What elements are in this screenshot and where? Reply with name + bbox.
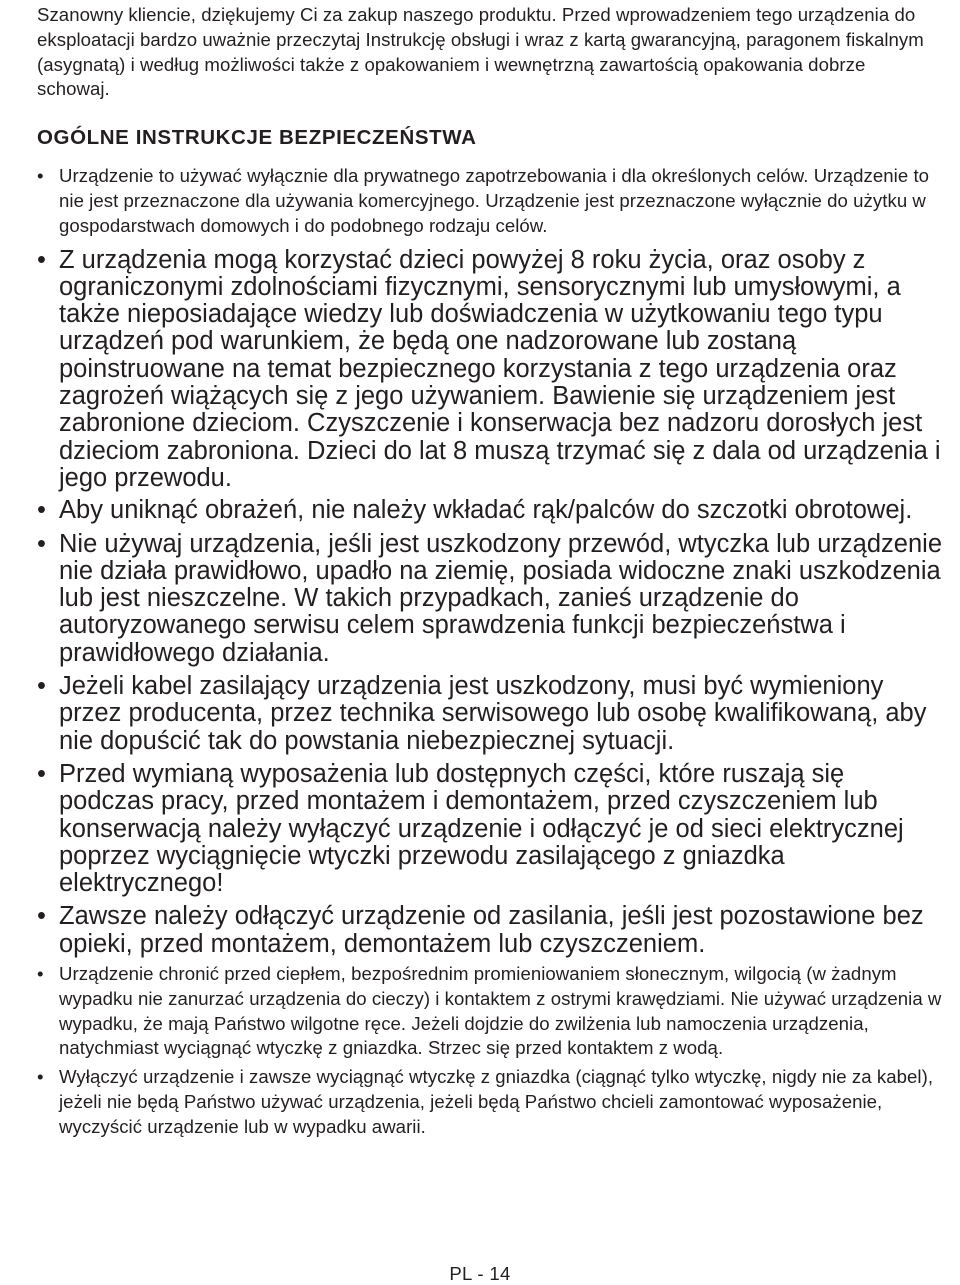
list-item-text: Zawsze należy odłączyć urządzenie od zasilania, jeśli jest pozostawione bez opieki, przed montażem, demontażem lub czyszczeniem. [59,902,924,958]
list-item [37,903,942,958]
bullet-icon: • [37,759,46,788]
list-item [37,531,942,667]
bullet-icon: • [37,165,44,187]
bullet-icon: • [37,496,46,525]
list-item-text: Z urządzenia mogą korzystać dzieci powyżej 8 roku życia, oraz osoby z ograniczonymi zdolnościami fizycznymi, sensorycznymi lub umysłowymi, a także nieposiadające wiedzy lub doświadczenia w użytkowaniu tego typu urządzeń pod warunkiem, że będą one nadzorowane lub zostaną poinstruowane na temat bezpiecznego korzystania z tego urządzenia oraz zagrożeń wiążących się z jego używaniem. Bawienie się urządzeniem jest zabronione dzieciom. Czyszczenie i konserwacja bez nadzoru dorosłych jest dzieciom zabroniona. Dzieci do lat 8 muszą trzymać się z dala od urządzenia i jego przewodu. [59,245,941,492]
list-item-text: Nie używaj urządzenia, jeśli jest uszkodzony przewód, wtyczka lub urządzenie nie działa prawidłowo, upadło na ziemię, posiada widoczne znaki uszkodzenia lub jest nieszczelne. W takich przypadkach, zanieś urządzenie do autoryzowanego serwisu celem sprawdzenia funkcji bezpieczeństwa i prawidłowego działania. [59,529,942,667]
list-item [37,164,942,238]
manual-page [37,0,942,1140]
intro-paragraph: Szanowny kliencie, dziękujemy Ci za zakup naszego produktu. Przed wprowadzeniem tego urządzenia do eksploatacji bardzo uważnie przeczytaj Instrukcję obsługi i wraz z kartą gwarancyjną, paragonem fiskalnym (asygnatą) i według możliwości także z opakowaniem i wewnętrzną zawartością opakowania dobrze schowaj. [37,4,924,100]
list-item [37,1065,942,1139]
list-item [37,673,942,755]
list-item [37,962,942,1061]
list-item-text: Wyłączyć urządzenie i zawsze wyciągnąć wtyczkę z gniazdka (ciągnąć tylko wtyczkę, nigdy nie za kabel), jeżeli nie będą Państwo używać urządzenia, jeżeli będą Państwo chcieli zamontować wyposażenie, wyczyścić urządzenie lub w wypadku awarii. [59,1066,934,1137]
bullet-icon: • [37,245,46,274]
list-item [37,247,942,493]
list-item-text: Aby uniknąć obrażeń, nie należy wkładać rąk/palców do szczotki obrotowej. [59,496,913,525]
bullet-icon: • [37,902,46,931]
list-item-text: Jeżeli kabel zasilający urządzenia jest uszkodzony, musi być wymieniony przez producenta, przez technika serwisowego lub osobę kwalifikowaną, aby nie dopuścić tak do powstania niebezpiecznej sytuacji. [59,672,927,755]
list-item [37,497,942,524]
list-item-text: Urządzenie chronić przed ciepłem, bezpośrednim promieniowaniem słonecznym, wilgocią (w żadnym wypadku nie zanurzać urządzenia do cieczy) i kontaktem z ostrymi krawędziami. Nie używać urządzenia w wypadku, że mają Państwo wilgotne ręce. Jeżeli dojdzie do zwilżenia lub namoczenia urządzenia, natychmiast wyciągnąć wtyczkę z gniazdka. Strzec się przed kontaktem z wodą. [59,963,942,1059]
bullet-icon: • [37,672,46,701]
list-item-text: Przed wymianą wyposażenia lub dostępnych części, które ruszają się podczas pracy, przed montażem i demontażem, przed czyszczeniem lub konserwacją należy wyłączyć urządzenie i odłączyć je od sieci elektrycznej poprzez wyciągnięcie wtyczki przewodu zasilającego z gniazdka elektrycznego! [59,759,904,898]
bullet-icon: • [37,1066,44,1088]
list-item-text: Urządzenie to używać wyłącznie dla prywatnego zapotrzebowania i dla określonych celów. Urządzenie to nie jest przeznaczone dla używania komercyjnego. Urządzenie jest przeznaczone wyłącznie do użytku w gospodarstwach domowych i do podobnego rodzaju celów. [59,165,930,236]
bullet-icon: • [37,963,44,984]
safety-instructions-list [37,164,942,1139]
list-item [37,761,942,897]
bullet-icon: • [37,529,46,558]
page-number: PL - 14 [449,1263,511,1284]
section-heading: OGÓLNE INSTRUKCJE BEZPIECZEŃSTWA [37,126,477,150]
